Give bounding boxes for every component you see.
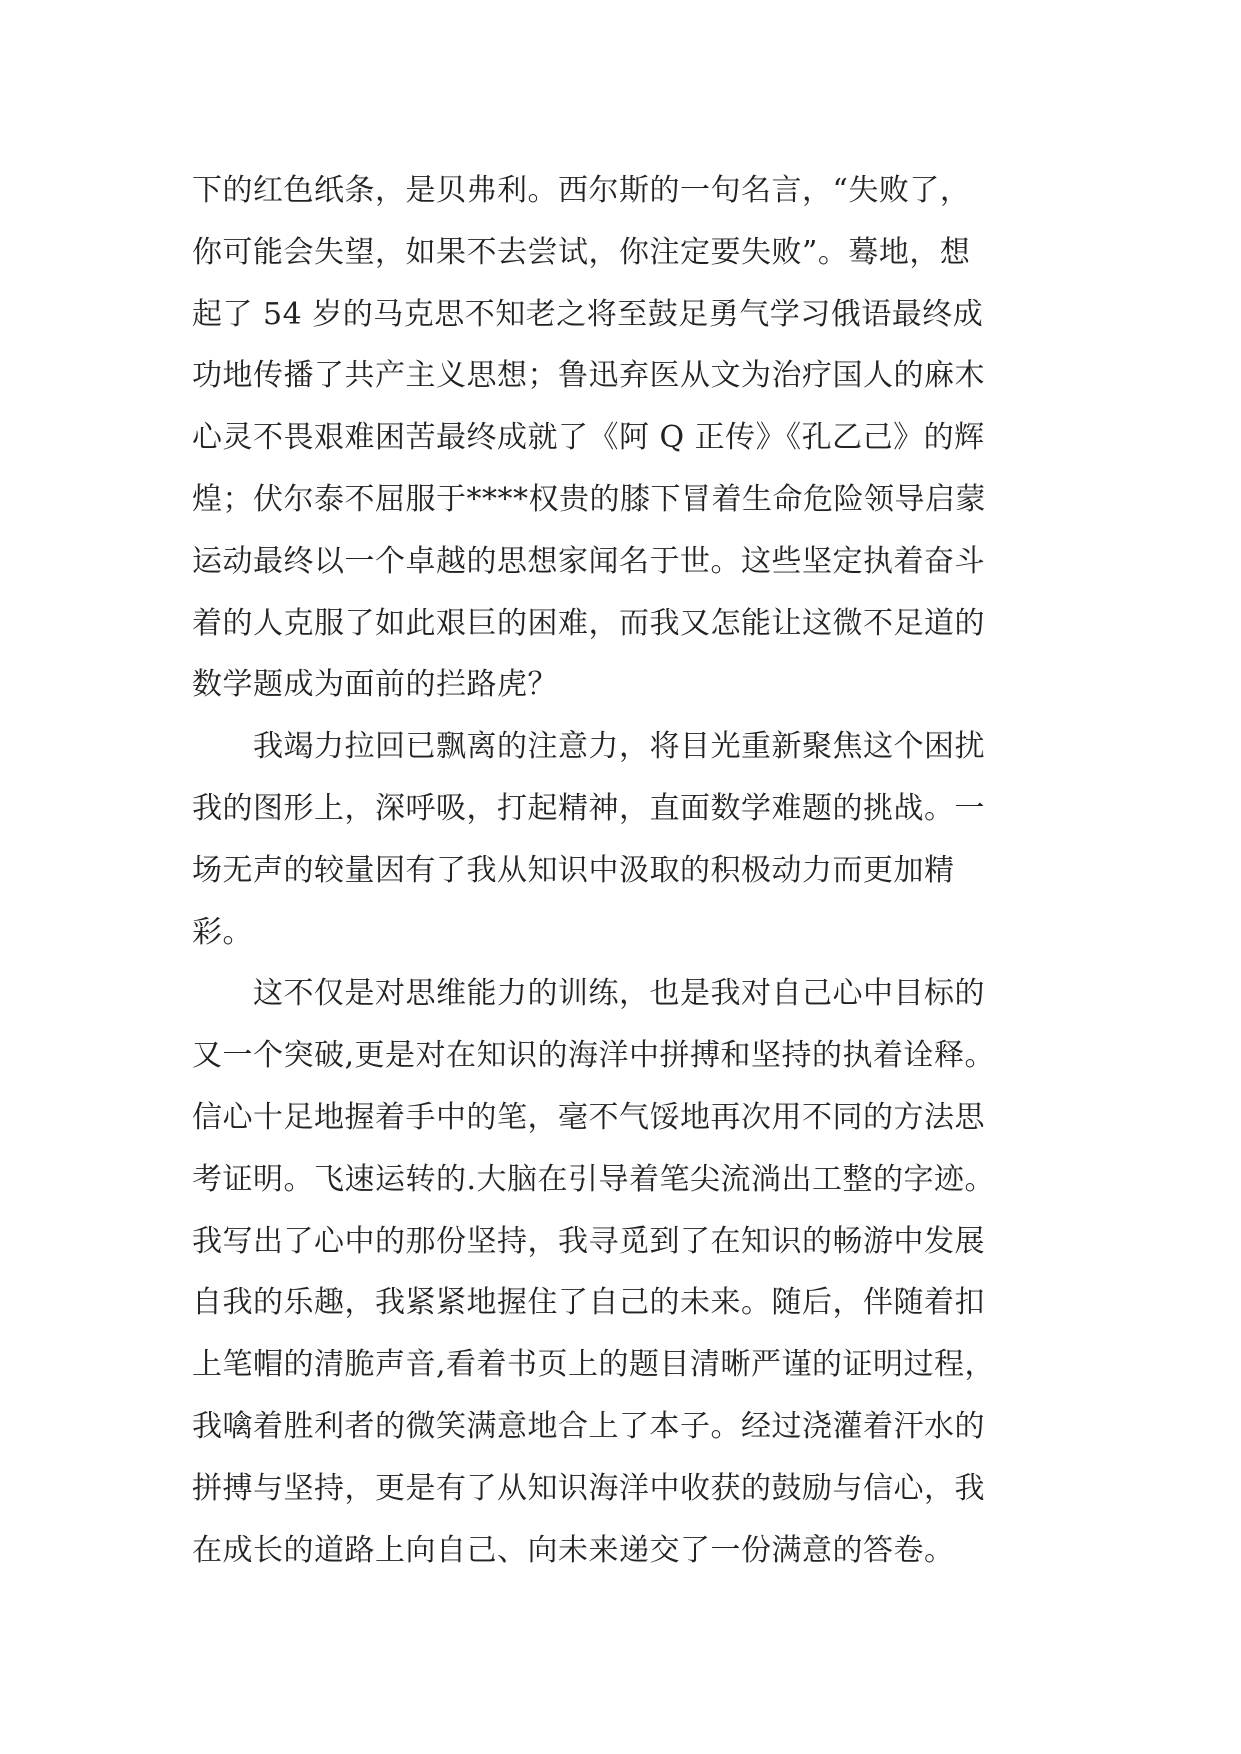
text-line-1: 下的红色纸条，是贝弗利。西尔斯的一句名言，“失败了， — [192, 173, 971, 208]
text-line-20: 上笔帽的清脆声音,看着书页上的题目清晰严谨的证明过程， — [192, 1347, 996, 1383]
text-line-18: 我写出了心中的那份坚持，我寻觅到了在知识的畅游中发展 — [192, 1223, 985, 1259]
text-line-9: 数学题成为面前的拦路虎？ — [192, 667, 558, 703]
text-line-22: 拼搏与坚持，更是有了从知识海洋中收获的鼓励与信心，我 — [192, 1470, 985, 1506]
text-line-5: 心灵不畏艰难困苦最终成就了《阿 Q 正传》《孔乙己》的辉 — [192, 420, 985, 456]
text-line-4: 功地传播了共产主义思想；鲁迅弃医从文为治疗国人的麻木 — [192, 358, 985, 394]
text-line-17: 考证明。飞速运转的.大脑在引导着笔尖流淌出工整的字迹。 — [192, 1161, 996, 1197]
text-line-2: 你可能会失望，如果不去尝试，你注定要失败”。蓦地，想 — [192, 234, 971, 270]
text-line-11: 我的图形上，深呼吸，打起精神，直面数学难题的挑战。一 — [192, 790, 985, 826]
text-line-16: 信心十足地握着手中的笔，毫不气馁地再次用不同的方法思 — [192, 1099, 985, 1135]
text-line-7: 运动最终以一个卓越的思想家闻名于世。这些坚定执着奋斗 — [192, 543, 985, 579]
text-line-10: 我竭力拉回已飘离的注意力，将目光重新聚焦这个困扰 — [192, 729, 985, 765]
text-line-6: 煌；伏尔泰不屈服于****权贵的膝下冒着生命危险领导启蒙 — [192, 481, 986, 517]
text-line-23: 在成长的道路上向自己、向未来递交了一份满意的答卷。 — [192, 1532, 955, 1568]
essay-text — [192, 160, 1062, 1581]
text-line-21: 我噙着胜利者的微笑满意地合上了本子。经过浇灌着汗水的 — [192, 1408, 985, 1444]
text-line-15: 又一个突破,更是对在知识的海洋中拼搏和坚持的执着诠释。 — [192, 1038, 996, 1074]
text-line-3: 起了 54 岁的马克思不知老之将至鼓足勇气学习俄语最终成 — [192, 296, 984, 332]
text-line-14: 这不仅是对思维能力的训练，也是我对自己心中目标的 — [192, 976, 985, 1012]
text-line-8: 着的人克服了如此艰巨的困难，而我又怎能让这微不足道的 — [192, 605, 985, 641]
text-line-19: 自我的乐趣，我紧紧地握住了自己的未来。随后，伴随着扣 — [192, 1285, 985, 1321]
text-line-12: 场无声的较量因有了我从知识中汲取的积极动力而更加精 — [192, 852, 955, 888]
text-line-13: 彩。 — [192, 914, 253, 950]
